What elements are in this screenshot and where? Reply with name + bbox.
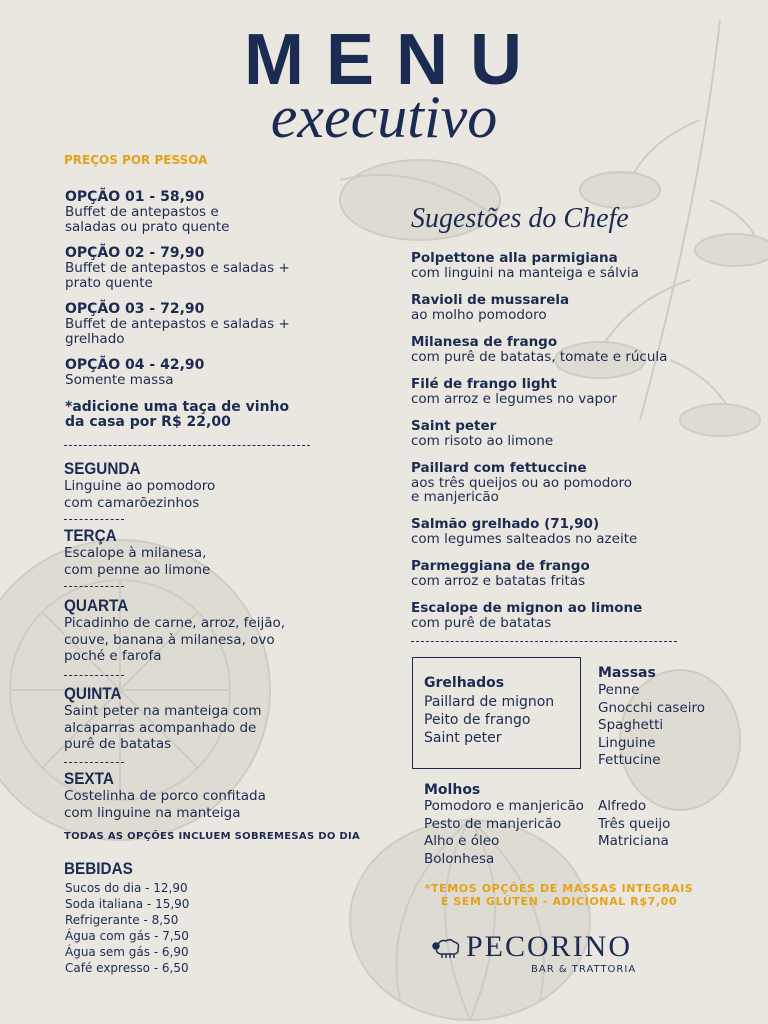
drink-item: Sucos do dia - 12,90 — [65, 881, 188, 895]
chef-item — [411, 335, 711, 364]
chef-item-desc: com purê de batatas, tomate e rúcula — [411, 349, 668, 365]
day-desc-line: Escalope à milanesa, — [64, 545, 207, 561]
day-desc-line: poché e farofa — [64, 648, 162, 664]
massa-item: Penne — [598, 682, 640, 698]
chef-item — [411, 377, 711, 406]
option-title: OPÇÃO 02 - 79,90 — [65, 245, 205, 261]
chef-item-name: Saint peter — [411, 418, 497, 434]
day-name: SEGUNDA — [64, 459, 141, 478]
day-item — [64, 460, 334, 511]
drink-item: Refrigerante - 8,50 — [65, 913, 179, 927]
chef-item-desc: com risoto ao limone — [411, 433, 554, 449]
day-desc-line: com linguine na manteiga — [64, 804, 241, 821]
brand-name: PECORINO — [466, 930, 633, 963]
chef-item-name: Ravioli de mussarela — [411, 292, 570, 308]
drink-item: Café expresso - 6,50 — [65, 961, 189, 975]
grelhado-item: Saint peter — [424, 730, 502, 746]
grelhado-item: Peito de frango — [424, 712, 531, 728]
massa-item: Gnocchi caseiro — [598, 699, 706, 716]
molho-item: Pomodoro e manjericão — [424, 798, 584, 814]
divider — [64, 586, 124, 587]
drink-item: Água sem gás - 6,90 — [65, 945, 189, 959]
drinks-list — [65, 880, 189, 976]
molho-item: Matriciana — [598, 833, 669, 849]
menu-title: MENU — [244, 20, 544, 100]
grelhados-heading: Grelhados — [424, 675, 505, 691]
gluten-note-line: *TEMOS OPÇÕES DE MASSAS INTEGRAIS — [424, 882, 694, 895]
divider — [64, 675, 124, 676]
chef-item-desc: com legumes salteados no azeite — [411, 531, 638, 547]
day-desc-line: purê de batatas — [64, 736, 172, 752]
option-title: OPÇÃO 03 - 72,90 — [65, 301, 205, 317]
day-name: TERÇA — [64, 526, 117, 545]
day-desc-line: com camarõezinhos — [64, 494, 200, 511]
molhos-list-2 — [598, 798, 670, 851]
molho-item: Três queijo — [598, 815, 671, 832]
chef-title: Sugestões do Chefe — [411, 203, 629, 234]
wine-note — [65, 400, 335, 430]
chef-item-desc: e manjericão — [411, 489, 499, 505]
divider — [411, 641, 677, 642]
grelhados-list — [424, 693, 554, 747]
chef-item-desc: com arroz e batatas fritas — [411, 573, 586, 589]
chef-item — [411, 419, 711, 448]
gluten-note — [404, 882, 714, 908]
chef-item — [411, 293, 711, 322]
day-desc-line: Picadinho de carne, arroz, feijão, — [64, 615, 286, 631]
grelhado-item: Paillard de mignon — [424, 694, 555, 710]
dessert-note: TODAS AS OPÇÕES INCLUEM SOBREMESAS DO DIA — [64, 831, 361, 842]
day-desc-line: alcaparras acompanhado de — [64, 719, 257, 736]
gluten-note-line: E SEM GLÚTEN - ADICIONAL R$7,00 — [440, 895, 678, 908]
day-item — [64, 597, 334, 665]
chef-item-desc: com arroz e legumes no vapor — [411, 391, 617, 407]
chef-item-desc: com linguini na manteiga e sálvia — [411, 265, 639, 281]
brand-tagline: BAR & TRATTORIA — [531, 964, 637, 975]
option-desc-line: Buffet de antepastos e — [65, 204, 219, 220]
chef-item — [411, 461, 711, 504]
chef-item-name: Milanesa de frango — [411, 334, 558, 350]
day-desc-line: couve, banana à milanesa, ovo — [64, 631, 275, 648]
day-desc-line: Linguine ao pomodoro — [64, 478, 216, 494]
molho-item: Bolonhesa — [424, 850, 495, 867]
sheep-icon — [432, 937, 462, 959]
day-desc-line: Costelinha de porco confitada — [64, 788, 266, 804]
massas-list — [598, 682, 705, 770]
drink-item: Água com gás - 7,50 — [65, 929, 189, 943]
day-item — [64, 685, 334, 753]
massa-item: Linguine — [598, 734, 656, 751]
option-desc-line: prato quente — [65, 275, 153, 291]
option-item — [65, 246, 335, 291]
day-name: SEXTA — [64, 769, 114, 788]
massas-heading: Massas — [598, 665, 656, 681]
molhos-list-1 — [424, 798, 584, 868]
wine-note-line: da casa por R$ 22,00 — [65, 414, 231, 430]
day-name: QUARTA — [64, 596, 129, 615]
option-desc-line: Buffet de antepastos e saladas + — [65, 260, 290, 276]
option-desc-line: Buffet de antepastos e saladas + — [65, 316, 290, 332]
chef-item-name: Paillard com fettuccine — [411, 460, 587, 476]
option-item — [65, 358, 335, 388]
option-title: OPÇÃO 04 - 42,90 — [65, 357, 205, 373]
wine-note-line: *adicione uma taça de vinho — [65, 399, 290, 415]
chef-item-name: Salmão grelhado (71,90) — [411, 516, 600, 532]
day-item — [64, 527, 334, 578]
chef-item-name: Filé de frango light — [411, 376, 557, 392]
chef-item-name: Polpettone alla parmigiana — [411, 250, 618, 266]
prices-heading: PREÇOS POR PESSOA — [64, 153, 208, 167]
molho-item: Alho e óleo — [424, 833, 500, 849]
chef-item-name: Parmeggiana de frango — [411, 558, 590, 574]
option-item — [65, 190, 335, 235]
divider — [64, 762, 124, 763]
chef-item — [411, 559, 711, 588]
chef-item-desc: com purê de batatas — [411, 615, 552, 631]
molhos-heading: Molhos — [424, 782, 481, 798]
day-desc-line: Saint peter na manteiga com — [64, 703, 262, 719]
molho-item: Pesto de manjericão — [424, 815, 562, 832]
option-item — [65, 302, 335, 347]
option-title: OPÇÃO 01 - 58,90 — [65, 189, 205, 205]
menu-subtitle: executivo — [270, 84, 498, 150]
option-desc-line: saladas ou prato quente — [65, 219, 230, 235]
divider — [64, 445, 310, 446]
massa-item: Fettucine — [598, 752, 661, 768]
chef-item — [411, 601, 711, 630]
drinks-heading: BEBIDAS — [64, 859, 133, 878]
option-desc-line: grelhado — [65, 331, 125, 347]
massa-item: Spaghetti — [598, 717, 664, 733]
day-item — [64, 770, 334, 821]
chef-item — [411, 517, 711, 546]
chef-item-name: Escalope de mignon ao limone — [411, 600, 643, 616]
drink-item: Soda italiana - 15,90 — [65, 897, 190, 911]
divider — [64, 519, 124, 520]
day-name: QUINTA — [64, 684, 122, 703]
molho-item: Alfredo — [598, 798, 647, 814]
chef-item-desc: aos três queijos ou ao pomodoro — [411, 475, 633, 491]
chef-item-desc: ao molho pomodoro — [411, 307, 547, 323]
day-desc-line: com penne ao limone — [64, 561, 211, 578]
option-desc-line: Somente massa — [65, 372, 174, 388]
chef-item — [411, 251, 711, 280]
